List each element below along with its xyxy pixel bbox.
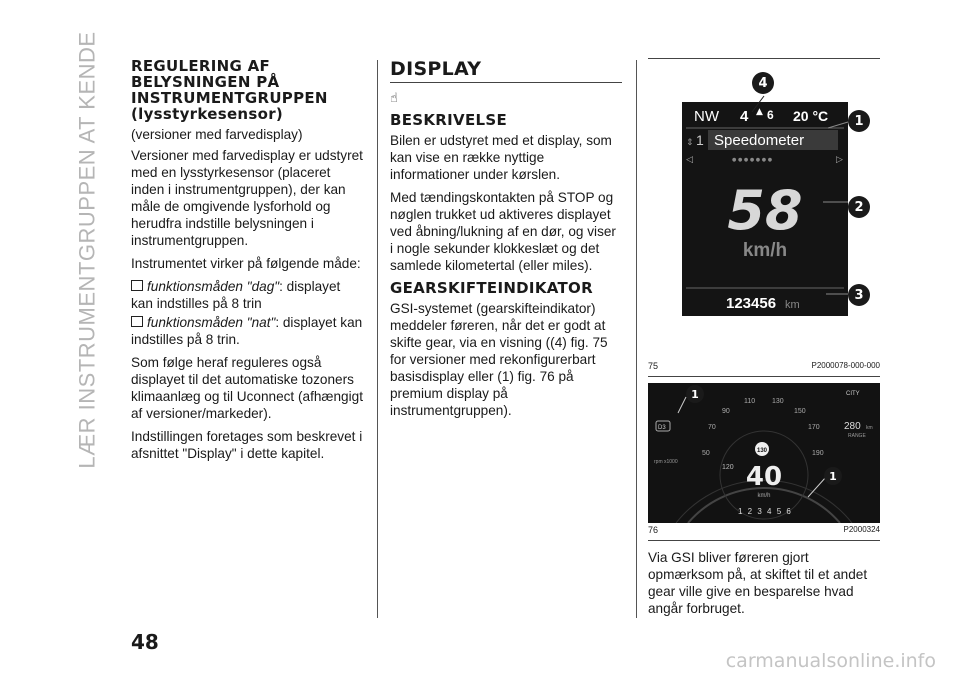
paragraph: GSI-systemet (gearskifteindikator) meddeler føreren, når det er godt at skifte gear, via en visning ((4) fig. 75 for versioner med rekonfigurerbart basisdisplay eller (1) fig. 76 på premium display på instrumentgruppen).	[390, 301, 608, 418]
heading-rule	[390, 82, 622, 83]
scale-label: 90	[722, 408, 730, 415]
compass-text: NW	[694, 108, 719, 125]
bullet-text: : displayet kan indstilles på 8 trin.	[131, 315, 363, 347]
range-value: 280	[844, 421, 861, 432]
callout-1: 1	[686, 385, 704, 403]
callout-1: 1	[848, 110, 870, 132]
callout-3: 3	[848, 284, 870, 306]
column-1	[131, 58, 363, 468]
finger-tap-icon: ☝	[390, 91, 398, 106]
page-dots: ● ● ● ● ● ● ●	[732, 157, 773, 163]
rpm-label: rpm x1000	[654, 459, 678, 465]
bullet-item	[131, 314, 363, 348]
sub-heading: GEARSKIFTEINDIKATOR	[390, 279, 593, 297]
checkbox-bullet-icon	[131, 280, 143, 291]
gear-up-arrow-icon: ▲	[756, 107, 763, 117]
figure-caption	[648, 525, 880, 535]
section-heading: REGULERING AF BELYSNINGEN PÅ INSTRUMENTGRUPPEN (lysstyrkesensor)	[131, 57, 328, 123]
column-2	[390, 58, 622, 425]
section-heading: DISPLAY	[390, 58, 482, 80]
paragraph: Indstillingen foretages som beskrevet i afsnittet "Display" i dette kapitel.	[131, 429, 363, 461]
gear-indicator: D3	[658, 425, 666, 431]
range-unit: km	[866, 425, 873, 431]
scale-label: 170	[808, 424, 820, 431]
callout-1: 1	[824, 467, 842, 485]
scale-label: 70	[708, 424, 716, 431]
premium-cluster-figure	[648, 383, 880, 523]
figure-separator	[648, 376, 880, 377]
paragraph: Versioner med farvedisplay er udstyret med en lysstyrkesensor (placeret inden i instrumentgruppen), der kan måle de omgivende lysforhold og herudfra indstille belysningen i instrumentgruppen.	[131, 148, 363, 248]
paragraph: Instrumentet virker på følgende måde:	[131, 256, 361, 271]
speed-unit: km/h	[742, 240, 788, 261]
chapter-side-title-text: LÆR INSTRUMENTGRUPPEN AT KENDE	[75, 31, 101, 469]
watermark: carmanualsonline.info	[725, 650, 936, 672]
scale-label: 110	[744, 398, 756, 405]
temperature-text: 20 °C	[793, 108, 829, 124]
figure-caption	[648, 361, 880, 371]
column-top-rule	[648, 58, 880, 59]
next-gear-text: 6	[767, 108, 774, 122]
bullet-italic: funktionsmåden "dag"	[147, 279, 280, 294]
bullet-item	[131, 278, 363, 312]
column-divider	[377, 60, 378, 618]
range-label: RANGE	[848, 433, 866, 439]
sub-heading: BESKRIVELSE	[390, 111, 508, 129]
scale-label: 50	[702, 450, 710, 457]
paragraph: Med tændingskontakten på STOP og nøglen trukket ud aktiveres displayet ved åbning/lukning af en dør, og viser i nogle sekunder klokkeslæt og det samlede kilometertal (eller miles).	[390, 190, 616, 273]
menu-title-text: Speedometer	[714, 132, 805, 149]
right-arrow-icon: ▷	[836, 155, 843, 165]
column-3	[648, 66, 880, 623]
column-divider	[636, 60, 637, 618]
speed-value: 40	[745, 462, 783, 492]
scale-label: 120	[722, 464, 734, 471]
figure-75	[648, 66, 880, 362]
speed-limit-text: 130	[756, 448, 768, 454]
paragraph: Via GSI bliver føreren gjort opmærksom på, at skiftet til et andet gear ville give en besparelse hvad angår forbruget.	[648, 550, 868, 616]
odometer-unit: km	[785, 299, 800, 311]
scale-label: 130	[772, 398, 784, 405]
speed-unit: km/h	[757, 493, 771, 499]
callout-4: 4	[752, 72, 774, 94]
page-number: 48	[131, 630, 159, 654]
checkbox-bullet-icon	[131, 316, 143, 327]
speed-value: 58	[727, 179, 803, 242]
figure-code: P2000324	[843, 525, 880, 534]
bullet-italic: funktionsmåden "nat"	[147, 315, 276, 330]
paragraph: (versioner med farvedisplay)	[131, 127, 303, 142]
figure-separator	[648, 540, 880, 541]
bullet-text: : displayet kan indstilles på 8 trin	[131, 279, 341, 311]
gear-scale: 1 2 3 4 5 6	[738, 507, 791, 516]
scale-label: 150	[794, 408, 806, 415]
menu-index-text: 1	[696, 132, 704, 148]
paragraph: Som følge heraf reguleres også displayet til det automatiske tozoners klimaanlæg og til Uconnect (afhængigt af versioner/markeder).	[131, 355, 363, 421]
scale-label: 190	[812, 450, 824, 457]
left-arrow-icon: ◁	[686, 155, 693, 165]
chapter-side-title	[66, 31, 110, 469]
odometer-value: 123456	[726, 295, 777, 312]
figure-number: 75	[648, 361, 659, 371]
city-label: CITY	[846, 391, 860, 397]
paragraph: Bilen er udstyret med et display, som kan vise en række nyttige informationer under kørslen.	[390, 133, 612, 182]
figure-number: 76	[648, 525, 659, 535]
figure-code: P2000078-000-000	[811, 361, 880, 370]
cluster-display-figure	[648, 66, 880, 362]
updown-arrows-icon: ⇕	[686, 138, 694, 148]
gear-text: 4	[740, 108, 749, 125]
figure-76	[648, 383, 880, 523]
callout-2: 2	[848, 196, 870, 218]
